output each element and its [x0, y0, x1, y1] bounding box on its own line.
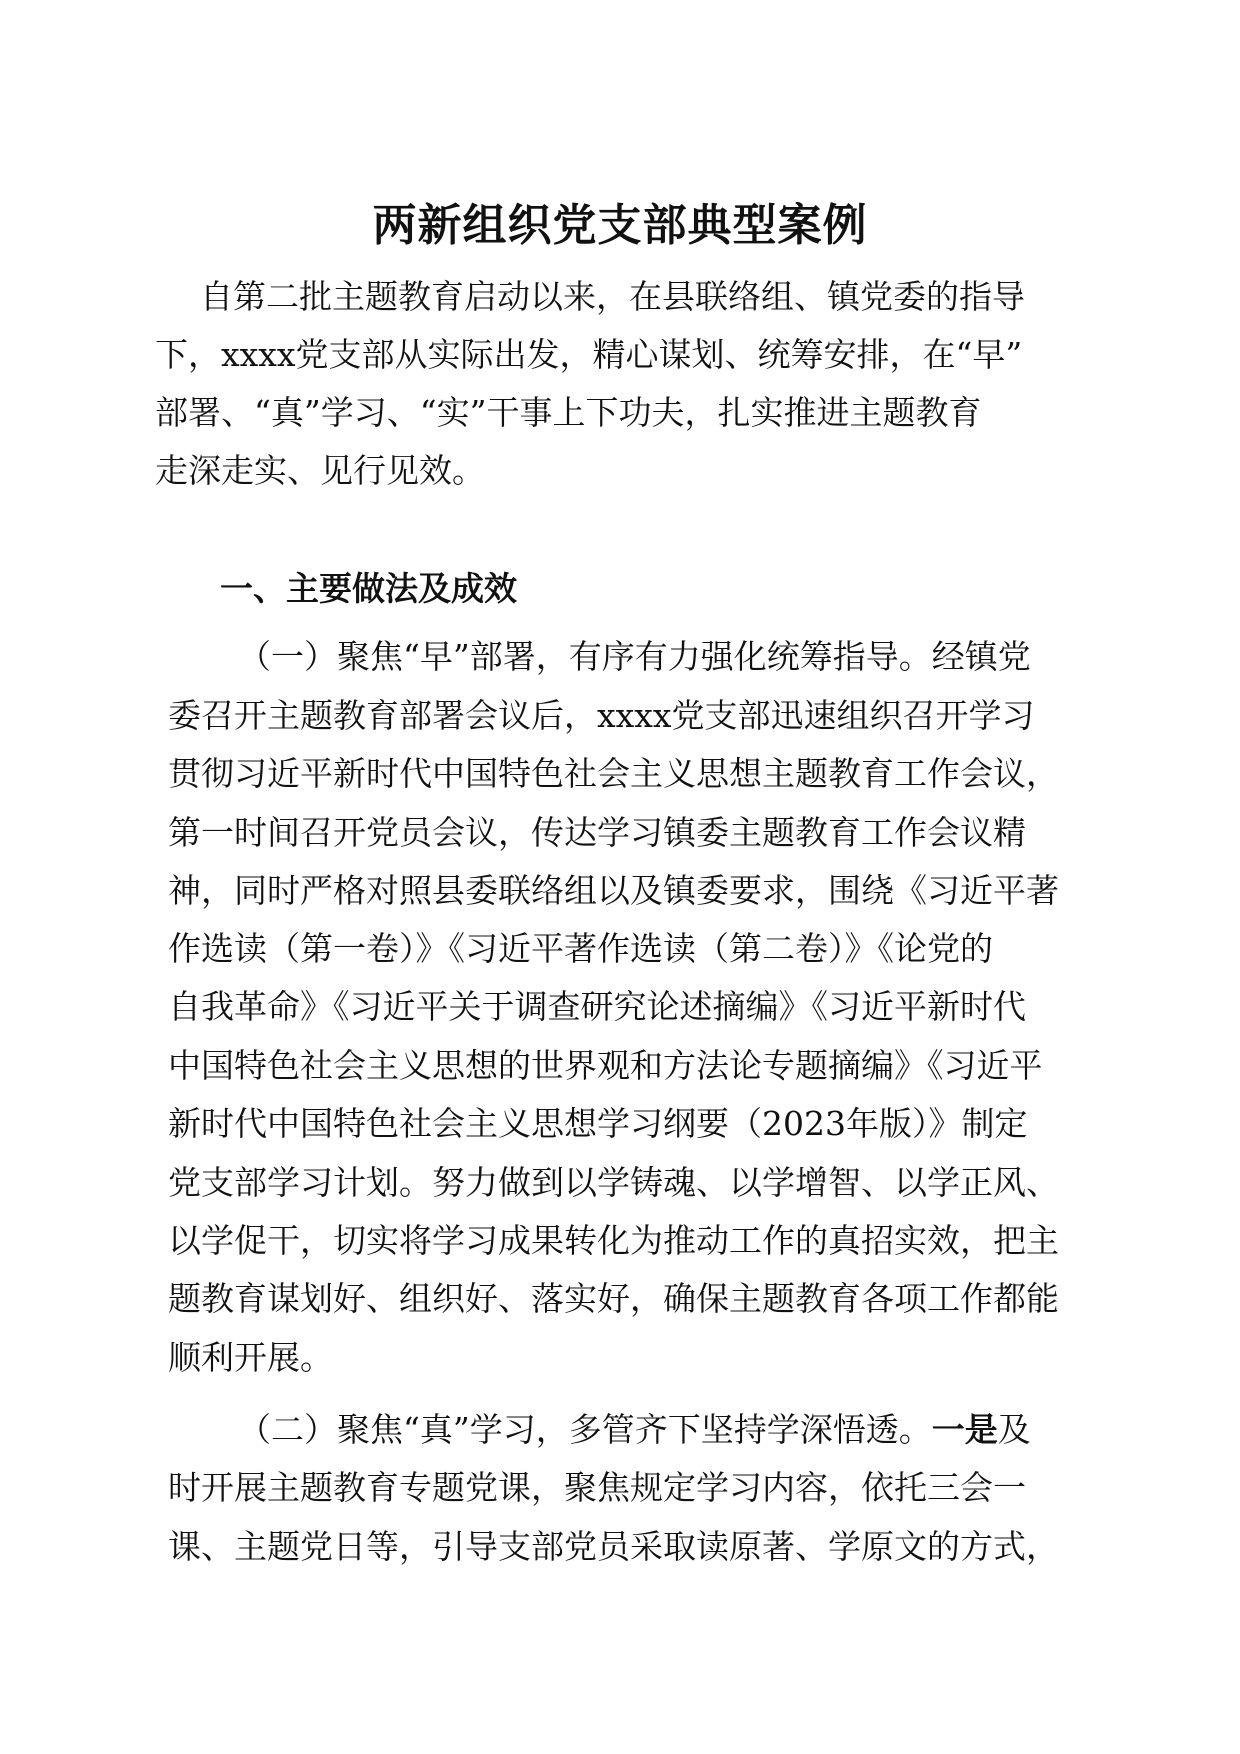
para1-line-7: 自我革命》《习近平关于调查研究论述摘编》《习近平新时代	[168, 987, 1026, 1026]
para1-line-4: 第一时间召开党员会议，传达学习镇委主题教育工作会议精	[168, 813, 1026, 852]
intro-line-4: 走深走实、见行见效。	[155, 451, 485, 490]
para1-line-10: 党支部学习计划。努力做到以学铸魂、以学增智、以学正风、	[168, 1163, 1059, 1202]
intro-line-3: 部署、“真”学习、“实”干事上下功夫，扎实推进主题教育	[155, 393, 982, 432]
para2-line-2: 时开展主题教育专题党课，聚焦规定学习内容，依托三会一	[168, 1468, 1026, 1507]
document-title: 两新组织党支部典型案例	[372, 200, 868, 251]
para1-line-9: 新时代中国特色社会主义思想学习纲要（2023年版）》制定	[168, 1104, 1028, 1143]
intro-line-1: 自第二批主题教育启动以来，在县联络组、镇党委的指导	[200, 277, 1025, 316]
para1-line-11: 以学促干，切实将学习成果转化为推动工作的真招实效，把主	[168, 1221, 1059, 1260]
para1-line-2: 委召开主题教育部署会议后，xxxx党支部迅速组织召开学习	[168, 696, 1035, 735]
para1-line-13: 顺利开展。	[168, 1338, 333, 1377]
para1-line-8: 中国特色社会主义思想的世界观和方法论专题摘编》《习近平	[168, 1046, 1043, 1085]
para1-line-6: 作选读（第一卷）》《习近平著作选读（第二卷）》《论党的	[168, 929, 993, 968]
para2-tail: 及	[997, 1410, 1031, 1449]
para2-line-1	[238, 1401, 1031, 1459]
para1-line-5: 神，同时严格对照县委联络组以及镇委要求，围绕《习近平著	[168, 871, 1059, 910]
section-heading: 一、主要做法及成效	[220, 569, 517, 608]
para2-line-3: 课、主题党日等，引导支部党员采取读原著、学原文的方式，	[168, 1527, 1059, 1566]
para2-bold-marker: 一是	[931, 1410, 998, 1449]
intro-line-2: 下，xxxx党支部从实际出发，精心谋划、统筹安排，在“早”	[155, 335, 1023, 374]
para2-lead: （二）聚焦“真”学习，多管齐下坚持学深悟透。	[238, 1410, 932, 1449]
para1-line-3: 贯彻习近平新时代中国特色社会主义思想主题教育工作会议，	[168, 754, 1059, 793]
para1-line-12: 题教育谋划好、组织好、落实好，确保主题教育各项工作都能	[168, 1279, 1059, 1318]
para1-line-1: （一）聚焦“早”部署，有序有力强化统筹指导。经镇党	[238, 637, 1031, 676]
